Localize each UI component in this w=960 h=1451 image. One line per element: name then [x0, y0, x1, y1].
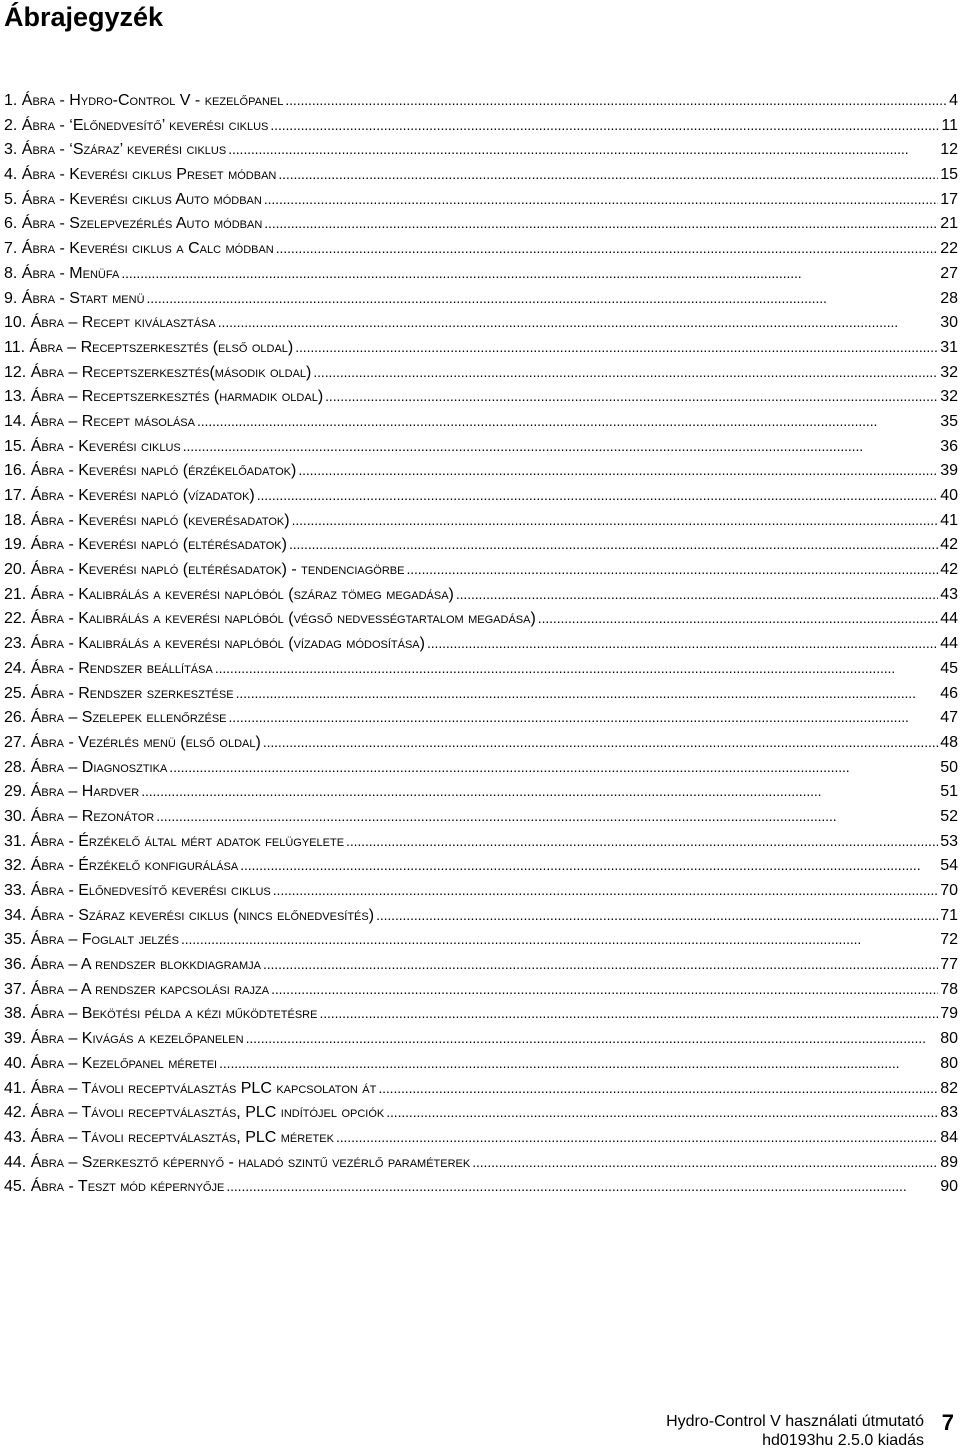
toc-entry-label [4, 114, 268, 139]
toc-entry-page: 72 [940, 931, 958, 949]
toc-entry-text: Ábra - Teszt mód képernyője [30, 1178, 225, 1196]
toc-entry-number: 29. [4, 783, 27, 801]
toc-entry[interactable] [4, 582, 958, 607]
toc-dot-leader [257, 483, 938, 508]
toc-dot-leader [538, 606, 938, 631]
toc-entry-page: 42 [940, 561, 958, 579]
toc-entry-page: 28 [940, 289, 958, 307]
toc-entry-text: Ábra - Kalibrálás a keverési naplóból (száraz tömeg megadása) [30, 585, 454, 603]
toc-entry-number: 23. [4, 635, 27, 653]
toc-entry[interactable] [4, 508, 958, 533]
toc-entry-label [4, 163, 276, 188]
toc-entry-label [4, 1101, 384, 1126]
toc-entry-text: Ábra – Recept másolása [30, 412, 195, 430]
toc-entry-page: 21 [940, 215, 958, 233]
toc-entry-number: 37. [4, 980, 27, 998]
toc-entry-label [4, 657, 213, 682]
toc-entry-label [4, 854, 238, 879]
toc-entry-number: 11. [4, 338, 26, 356]
toc-entry-text: Ábra – Receptszerkesztés(második oldal) [30, 363, 312, 381]
toc-dot-leader [273, 878, 938, 903]
toc-dot-leader [313, 360, 938, 385]
toc-entry-text: Ábra - Menüfa [21, 264, 120, 282]
toc-entry-page: 53 [940, 832, 958, 850]
toc-entry-number: 40. [4, 1054, 27, 1072]
toc-entry[interactable] [4, 853, 958, 878]
toc-entry-text: Ábra – Kivágás a kezelőpanelen [30, 1030, 244, 1048]
toc-dot-leader [169, 755, 938, 780]
toc-entry-label [4, 682, 234, 707]
toc-entry[interactable] [4, 927, 958, 952]
toc-entry-text: Ábra - Keverési ciklus [30, 437, 181, 455]
toc-entry-label [4, 361, 311, 386]
toc-entry-number: 1. [4, 92, 18, 109]
toc-entry[interactable] [4, 952, 958, 977]
toc-entry-label [4, 1126, 334, 1151]
toc-entry[interactable] [4, 211, 958, 236]
toc-dot-leader [236, 681, 939, 706]
toc-entry-page: 32 [940, 363, 958, 381]
toc-entry-page: 84 [940, 1128, 958, 1146]
toc-entry-number: 25. [4, 684, 27, 702]
toc-entry[interactable] [4, 137, 958, 162]
toc-entry[interactable] [4, 335, 958, 360]
toc-entry[interactable] [4, 804, 958, 829]
toc-entry-text: Ábra – Diagnosztika [30, 758, 168, 776]
toc-dot-leader [219, 1051, 938, 1076]
toc-entry-label [4, 385, 323, 410]
toc-dot-leader [156, 804, 938, 829]
toc-entry-number: 39. [4, 1030, 27, 1048]
toc-entry-label [4, 212, 262, 237]
toc-entry[interactable] [4, 681, 958, 706]
toc-entry-page: 70 [940, 882, 958, 899]
toc-entry-page: 17 [940, 190, 958, 208]
toc-entry-number: 42. [4, 1104, 27, 1122]
toc-entry[interactable] [4, 434, 958, 459]
toc-entry-page: 4 [949, 92, 958, 109]
toc-entry[interactable] [4, 606, 958, 631]
page-number: 7 [941, 1410, 954, 1435]
toc-entry-number: 33. [4, 882, 27, 899]
toc-entry-number: 38. [4, 1005, 27, 1023]
toc-entry-page: 31 [940, 338, 958, 356]
toc-entry-number: 2. [4, 116, 18, 134]
toc-dot-leader [276, 236, 938, 261]
toc-dot-leader [376, 903, 938, 928]
toc-entry-page: 44 [940, 635, 958, 653]
toc-entry[interactable] [4, 730, 958, 755]
toc-entry-label [4, 237, 274, 262]
toc-entry-page: 35 [940, 412, 958, 430]
toc-entry-label [4, 188, 262, 213]
toc-entry[interactable] [4, 829, 958, 854]
toc-dot-leader [325, 384, 938, 409]
toc-entry-number: 43. [4, 1128, 27, 1146]
toc-dot-leader [264, 187, 938, 212]
toc-entry-number: 18. [4, 511, 27, 529]
toc-entry-text: Ábra - Keverési ciklus a Calc módban [21, 240, 274, 258]
toc-entry-label [4, 336, 293, 361]
toc-entry[interactable] [4, 779, 958, 804]
toc-dot-leader [263, 730, 938, 755]
toc-entry-label [4, 583, 454, 608]
toc-entry-text: Ábra - Keverési napló (érzékelőadatok) [30, 462, 297, 480]
toc-entry-page: 22 [940, 240, 958, 258]
toc-dot-leader [226, 1174, 938, 1199]
toc-dot-leader [228, 137, 938, 162]
toc-entry-text: Ábra - Kalibrálás a keverési naplóból (végső nedvességtartalom megadása) [30, 610, 536, 628]
toc-dot-leader [278, 162, 938, 187]
toc-entry-page: 52 [940, 807, 958, 825]
toc-dot-leader [406, 557, 938, 582]
toc-entry-number: 14. [4, 412, 27, 430]
toc-entry-label [4, 953, 261, 978]
toc-entry-number: 5. [4, 190, 18, 208]
toc-entry-number: 45. [4, 1178, 27, 1196]
toc-entry-text: Ábra – Receptszerkesztés (harmadik oldal) [30, 388, 324, 406]
toc-entry-page: 11 [941, 116, 958, 134]
toc-entry-text: Ábra - Kalibrálás a keverési naplóból (vízadag módosítása) [30, 635, 425, 653]
toc-entry-number: 9. [4, 289, 18, 307]
toc-entry-text: Ábra - Keverési napló (vízadatok) [30, 487, 255, 504]
toc-entry-text: Ábra - Hydro-Control V - kezelőpanel [21, 92, 284, 109]
toc-entry-page: 71 [940, 906, 958, 924]
toc-entry-page: 50 [940, 758, 958, 776]
toc-entry-page: 36 [940, 437, 958, 455]
toc-entry-text: Ábra - Keverési napló (keverésadatok) [30, 511, 290, 529]
toc-entry-label [4, 607, 536, 632]
toc-entry[interactable] [4, 458, 958, 483]
toc-entry[interactable] [4, 903, 958, 928]
toc-entry-label [4, 706, 227, 731]
toc-entry[interactable] [4, 1026, 958, 1051]
toc-entry-text: Ábra - Száraz keverési ciklus (nincs előnedvesítés) [30, 906, 375, 924]
toc-entry-page: 12 [940, 141, 958, 159]
toc-dot-leader [181, 927, 938, 952]
toc-entry[interactable] [4, 1150, 958, 1175]
toc-entry-label [4, 1027, 244, 1052]
toc-entry-text: Ábra – Hardver [30, 783, 140, 801]
toc-entry-text: Ábra – Kezelőpanel méretei [30, 1054, 218, 1072]
toc-entry-label [4, 509, 290, 534]
toc-entry-text: Ábra - Érzékelő konfigurálása [30, 857, 239, 875]
toc-entry-label [4, 410, 195, 435]
toc-entry-page: 80 [940, 1030, 958, 1048]
toc-entry[interactable] [4, 656, 958, 681]
toc-entry-number: 22. [4, 610, 27, 628]
toc-dot-leader [271, 977, 938, 1002]
toc-entry-page: 45 [940, 659, 958, 677]
toc-entry[interactable] [4, 1001, 958, 1026]
toc-entry-number: 8. [4, 264, 18, 282]
toc-entry-page: 27 [940, 264, 958, 282]
toc-dot-leader [285, 88, 947, 113]
page-title: Ábrajegyzék [4, 2, 164, 32]
toc-entry-label [4, 805, 154, 830]
toc-dot-leader [295, 335, 938, 360]
toc-entry-text: Ábra – Bekötési példa a kézi működtetésre [30, 1005, 318, 1023]
toc-entry-number: 7. [4, 240, 18, 258]
toc-dot-leader [386, 1100, 938, 1125]
toc-entry-label [4, 1002, 317, 1027]
toc-entry-number: 35. [4, 931, 27, 949]
toc-entry-number: 41. [4, 1079, 27, 1097]
toc-dot-leader [270, 113, 939, 138]
toc-entry-page: 80 [940, 1054, 958, 1072]
toc-entry-page: 15 [940, 166, 958, 184]
toc-entry-label [4, 632, 425, 657]
toc-entry[interactable] [4, 236, 958, 261]
toc-entry-number: 3. [4, 141, 18, 159]
toc-dot-leader [263, 952, 938, 977]
toc-entry-label [4, 780, 139, 805]
toc-entry-text: Ábra - Keverési napló (eltérésadatok) [30, 536, 287, 554]
toc-entry-page: 48 [940, 733, 958, 751]
toc-entry-text: Ábra - Szelepvezérlés Auto módban [21, 215, 263, 233]
toc-dot-leader [346, 829, 938, 854]
toc-entry-page: 82 [940, 1079, 958, 1097]
toc-entry-number: 26. [4, 709, 27, 727]
toc-entry-number: 27. [4, 733, 27, 751]
toc-entry-number: 21. [4, 585, 27, 603]
toc-entry-page: 39 [940, 462, 958, 480]
toc-entry-label [4, 1151, 470, 1176]
toc-dot-leader [427, 631, 938, 656]
footer [666, 1412, 924, 1450]
toc-dot-leader [336, 1125, 938, 1150]
toc-entry-label [4, 138, 226, 163]
toc-dot-leader [246, 1026, 939, 1051]
toc-entry-page: 46 [940, 684, 958, 702]
toc-entry-label [4, 262, 119, 287]
toc-entry-number: 17. [4, 487, 27, 504]
toc-entry-page: 78 [940, 980, 958, 998]
toc-entry-number: 15. [4, 437, 27, 455]
toc-entry-label [4, 558, 404, 583]
toc-dot-leader [147, 286, 939, 311]
toc-entry-text: Ábra - Start menü [21, 289, 145, 307]
toc-entry-label [4, 533, 287, 558]
toc-entry-page: 40 [940, 487, 958, 504]
toc-entry-label [4, 1175, 224, 1200]
toc-entry-label [4, 1052, 217, 1077]
toc-entry[interactable] [4, 1100, 958, 1125]
toc-entry-number: 44. [4, 1153, 27, 1171]
toc-entry-page: 32 [940, 388, 958, 406]
toc-entry-number: 10. [4, 314, 27, 332]
footer-document-code: hd0193hu 2.5.0 kiadás [762, 1432, 924, 1449]
toc-entry[interactable] [4, 532, 958, 557]
toc-dot-leader [229, 705, 939, 730]
toc-entry-text: Ábra - Keverési napló (eltérésadatok) - tendenciagörbe [30, 561, 405, 579]
toc-entry-text: Ábra - Érzékelő által mért adatok felügyelete [30, 832, 345, 850]
toc-entry-text: Ábra - ‘Száraz’ keverési ciklus [21, 141, 227, 159]
toc-entry-page: 30 [940, 314, 958, 332]
toc-entry-page: 79 [940, 1005, 958, 1023]
toc-entry-label [4, 756, 167, 781]
toc-entry-number: 13. [4, 388, 27, 406]
toc-dot-leader [298, 458, 938, 483]
toc-dot-leader [240, 853, 938, 878]
toc-entry-page: 43 [940, 585, 958, 603]
toc-entry[interactable] [4, 187, 958, 212]
toc-entry-text: Ábra – Távoli receptválasztás, PLC méretek [30, 1128, 334, 1146]
toc-entry-text: Ábra – Távoli receptválasztás PLC kapcsolaton át [30, 1079, 377, 1097]
toc-entry-label [4, 830, 344, 855]
toc-entry-number: 28. [4, 758, 27, 776]
toc-entry[interactable] [4, 384, 958, 409]
toc-entry[interactable] [4, 1125, 958, 1150]
toc-dot-leader [378, 1076, 938, 1101]
toc-dot-leader [264, 211, 938, 236]
toc-entry[interactable] [4, 878, 958, 903]
toc-dot-leader [456, 582, 938, 607]
toc-dot-leader [319, 1001, 938, 1026]
footer-manual-title: Hydro-Control V használati útmutató [666, 1413, 924, 1430]
toc-entry-number: 31. [4, 832, 27, 850]
toc-entry[interactable] [4, 1076, 958, 1101]
toc-entry-label [4, 904, 374, 929]
toc-entry[interactable] [4, 409, 958, 434]
toc-entry-text: Ábra – Távoli receptválasztás, PLC indítójel opciók [30, 1104, 385, 1122]
toc-entry-label [4, 1077, 376, 1102]
toc-entry-label [4, 435, 181, 460]
toc-entry[interactable] [4, 261, 958, 286]
toc-entry-page: 77 [940, 956, 958, 974]
toc-entry[interactable] [4, 286, 958, 311]
toc-dot-leader [141, 779, 938, 804]
toc-entry-number: 6. [4, 215, 18, 233]
toc-entry-number: 36. [4, 956, 27, 974]
toc-dot-leader [292, 508, 939, 533]
toc-dot-leader [183, 434, 938, 459]
toc-entry-text: Ábra – A rendszer blokkdiagramja [30, 956, 261, 974]
toc-entry-text: Ábra - Rendszer beállítása [30, 659, 213, 677]
toc-entry-label [4, 928, 179, 953]
toc-entry-label [4, 311, 216, 336]
toc-dot-leader [218, 310, 938, 335]
toc-entry[interactable] [4, 162, 958, 187]
toc-entry[interactable] [4, 1174, 958, 1199]
toc-entry-text: Ábra - Keverési ciklus Preset módban [21, 166, 277, 184]
toc-entry-number: 30. [4, 807, 27, 825]
toc-entry-text: Ábra - Rendszer szerkesztése [30, 684, 234, 702]
toc-entry[interactable] [4, 631, 958, 656]
toc-entry-page: 54 [940, 857, 958, 875]
toc-entry-page: 41 [940, 511, 958, 529]
toc-entry-page: 51 [940, 783, 958, 801]
toc-entry[interactable] [4, 705, 958, 730]
toc-entry[interactable] [4, 557, 958, 582]
toc-entry[interactable] [4, 88, 958, 113]
toc-entry[interactable] [4, 483, 958, 508]
toc-entry-page: 47 [940, 709, 958, 727]
toc-entry-text: Ábra – Foglalt jelzés [30, 931, 179, 949]
toc-entry-label [4, 89, 283, 114]
toc-entry-page: 83 [940, 1104, 958, 1122]
toc-entry[interactable] [4, 360, 958, 385]
toc-entry[interactable] [4, 755, 958, 780]
toc-entry-label [4, 459, 296, 484]
toc-entry-page: 89 [940, 1153, 958, 1171]
figure-list [4, 88, 958, 1199]
toc-dot-leader [289, 532, 938, 557]
toc-entry-text: Ábra – Szelepek ellenőrzése [30, 709, 227, 727]
toc-entry-label [4, 287, 145, 312]
toc-entry-page: 44 [940, 610, 958, 628]
toc-entry-number: 4. [4, 166, 18, 184]
toc-entry-page: 90 [940, 1178, 958, 1196]
toc-entry[interactable] [4, 310, 958, 335]
toc-entry-text: Ábra – Receptszerkesztés (első oldal) [29, 338, 294, 356]
toc-entry-label [4, 879, 271, 904]
toc-dot-leader [121, 261, 938, 286]
toc-entry-text: Ábra – A rendszer kapcsolási rajza [30, 980, 270, 998]
toc-entry[interactable] [4, 977, 958, 1002]
toc-entry-number: 12. [4, 363, 27, 381]
toc-dot-leader [215, 656, 938, 681]
toc-entry-text: Ábra - ‘Előnedvesítő’ keverési ciklus [21, 116, 269, 134]
toc-entry-text: Ábra – Szerkesztő képernyő - haladó szintű vezérlő paraméterek [30, 1153, 471, 1171]
toc-entry-number: 34. [4, 906, 27, 924]
toc-entry-label [4, 731, 261, 756]
toc-entry-text: Ábra – Recept kiválasztása [30, 314, 216, 332]
toc-entry[interactable] [4, 1051, 958, 1076]
toc-entry-text: Ábra - Előnedvesítő keverési ciklus [30, 882, 271, 899]
toc-entry-label [4, 978, 269, 1003]
toc-entry-text: Ábra - Keverési ciklus Auto módban [21, 190, 262, 208]
toc-entry-label [4, 484, 255, 509]
toc-entry-number: 20. [4, 561, 27, 579]
toc-entry[interactable] [4, 113, 958, 138]
toc-dot-leader [197, 409, 938, 434]
toc-entry-number: 32. [4, 857, 27, 875]
toc-entry-number: 19. [4, 536, 27, 554]
toc-entry-number: 16. [4, 462, 27, 480]
toc-entry-number: 24. [4, 659, 27, 677]
toc-dot-leader [472, 1150, 938, 1175]
toc-entry-text: Ábra - Vezérlés menü (első oldal) [30, 733, 261, 751]
toc-entry-text: Ábra – Rezonátor [30, 807, 155, 825]
toc-entry-page: 42 [940, 536, 958, 554]
